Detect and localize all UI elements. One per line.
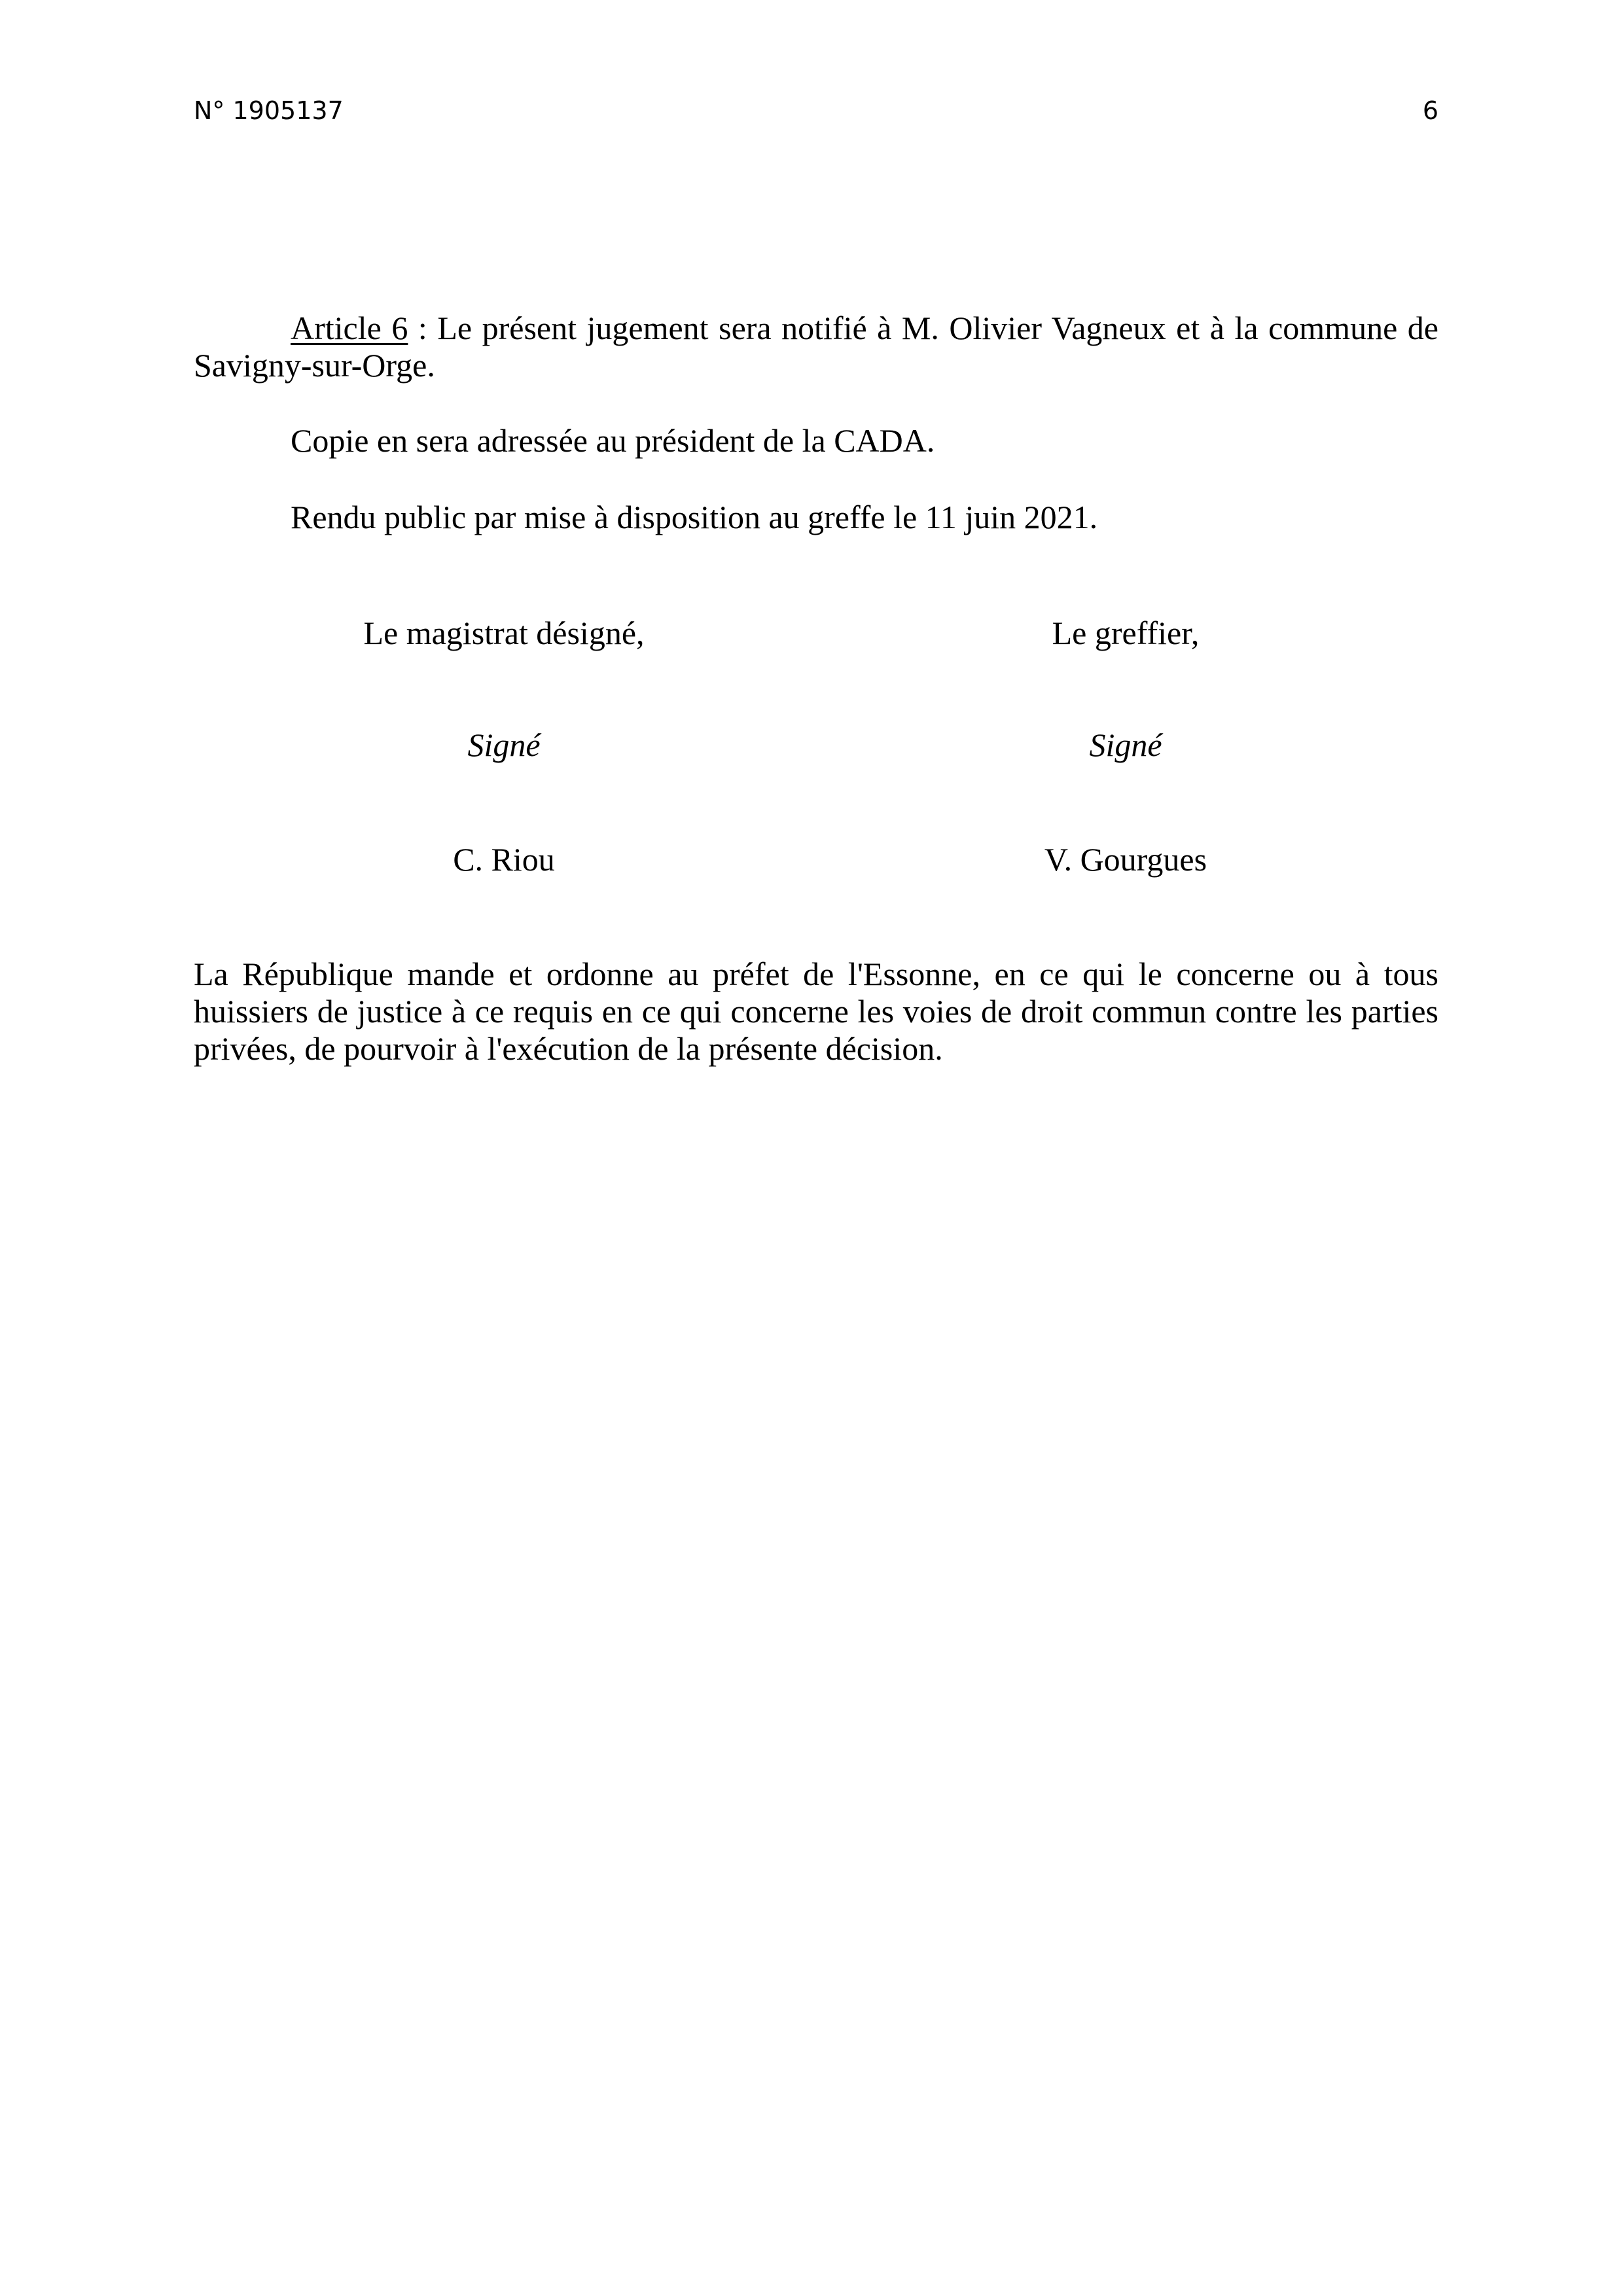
copie-paragraph: Copie en sera adressée au président de la CADA. <box>291 422 935 459</box>
greffier-signed: Signé <box>1089 726 1162 763</box>
article-6-paragraph <box>194 310 1438 384</box>
rendu-public-paragraph: Rendu public par mise à disposition au greffe le 11 juin 2021. <box>291 499 1098 535</box>
formule-executoire: La République mande et ordonne au préfet de l'Essonne, en ce qui le concerne ou à tous huissiers de justice à ce requis en ce qui concerne les voies de droit commun contre les parties privées, de pourvoir à l'exécution de la présente décision. <box>194 956 1438 1067</box>
article-text: Le présent jugement sera notifié à M. Olivier Vagneux et à la commune de Savigny-sur-Orge. <box>194 310 1438 384</box>
case-number: N° 1905137 <box>194 96 344 125</box>
article-separator: : <box>408 310 438 346</box>
magistrat-signed: Signé <box>467 726 541 763</box>
greffier-name: V. Gourgues <box>1044 841 1207 878</box>
page-number: 6 <box>1422 96 1438 125</box>
greffier-title: Le greffier, <box>1052 615 1200 651</box>
article-label: Article 6 <box>291 310 408 346</box>
magistrat-title: Le magistrat désigné, <box>363 615 645 651</box>
magistrat-name: C. Riou <box>453 841 555 878</box>
